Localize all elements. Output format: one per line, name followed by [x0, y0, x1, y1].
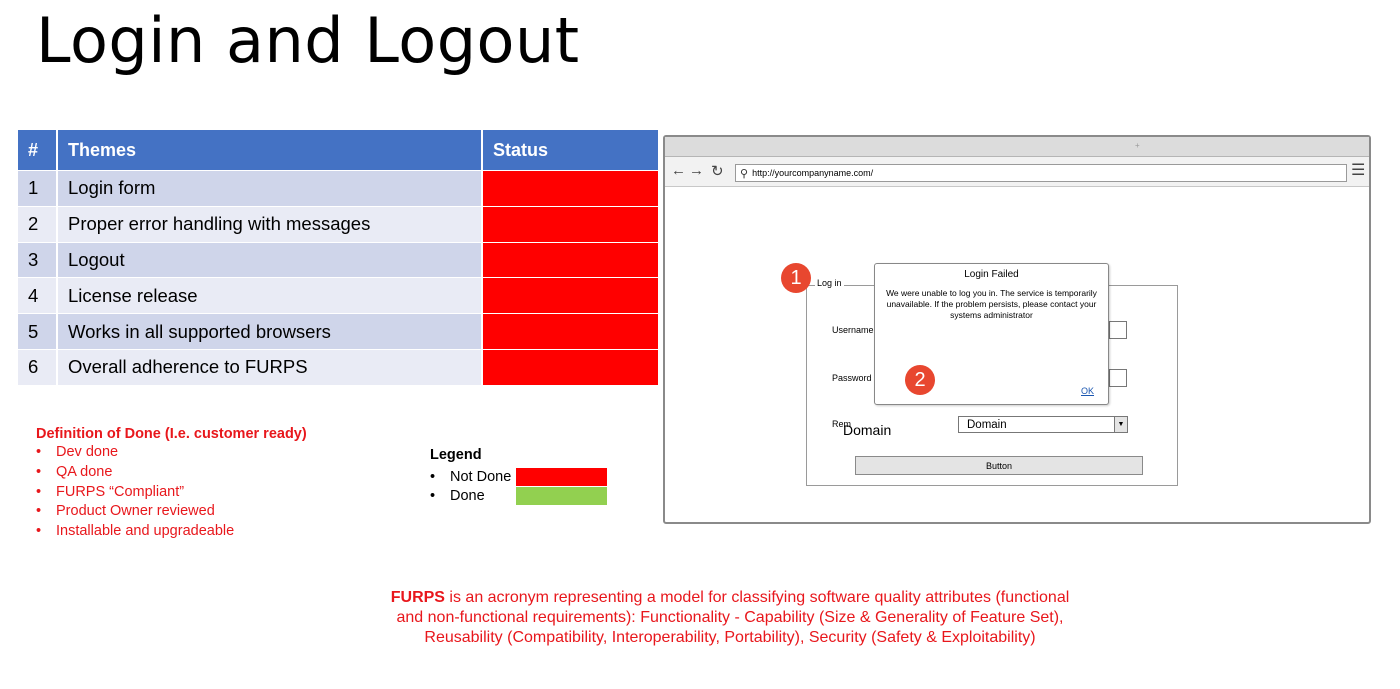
domain-select[interactable] — [958, 416, 1128, 433]
legend-label: Done — [450, 488, 485, 505]
password-field[interactable] — [1109, 369, 1127, 387]
legend-swatch-red — [516, 468, 607, 486]
address-bar[interactable] — [735, 164, 1347, 182]
row-theme: Proper error handling with messages — [58, 207, 483, 242]
definition-of-done — [36, 426, 307, 543]
themes-table — [18, 130, 658, 385]
legend-label: Not Done — [450, 468, 512, 485]
dialog-title: Login Failed — [964, 269, 1019, 280]
callout-marker-2: 2 — [905, 365, 935, 395]
table-header — [18, 130, 658, 170]
legend — [430, 447, 607, 506]
legend-swatch-green — [516, 487, 607, 505]
bullet-icon: • — [430, 468, 436, 485]
password-label: Password — [832, 373, 872, 383]
domain-label: Domain — [843, 422, 892, 438]
row-theme: Login form — [58, 171, 483, 206]
dod-title: Definition of Done (I.e. customer ready) — [36, 426, 307, 442]
status-cell-not-done — [483, 350, 658, 385]
status-cell-not-done — [483, 207, 658, 242]
reload-icon[interactable]: ↻ — [711, 163, 724, 180]
table-row — [18, 313, 658, 349]
browser-titlebar — [665, 137, 1369, 157]
dialog-message: We were unable to log you in. The service is temporarily unavailable. If the problem persists, please contact your systems administrator — [886, 288, 1097, 320]
status-cell-not-done — [483, 243, 658, 278]
row-theme: License release — [58, 278, 483, 313]
row-num: 5 — [18, 314, 58, 349]
row-theme: Logout — [58, 243, 483, 278]
list-item: • Product Owner reviewed — [36, 503, 307, 523]
table-row — [18, 170, 658, 206]
legend-item-not-done — [430, 467, 607, 487]
row-num: 1 — [18, 171, 58, 206]
remember-label: Rem — [832, 419, 852, 429]
row-num: 6 — [18, 350, 58, 385]
status-cell-not-done — [483, 171, 658, 206]
list-item: • Installable and upgradeable — [36, 523, 307, 543]
row-theme: Overall adherence to FURPS — [58, 350, 483, 385]
slide-title: Login and Logout — [36, 4, 580, 77]
url-text: http://yourcompanyname.com/ — [752, 168, 874, 178]
header-status: Status — [493, 139, 549, 160]
bullet-icon: • — [430, 488, 436, 505]
row-num: 4 — [18, 278, 58, 313]
list-item: • QA done — [36, 464, 307, 484]
list-item: • Dev done — [36, 444, 307, 464]
table-row — [18, 242, 658, 278]
table-row — [18, 349, 658, 385]
menu-icon[interactable]: ☰ — [1351, 162, 1366, 179]
furps-text: is an acronym representing a model for classifying software quality attributes (functional and non-functional requirements): Functionality - Capability (Size & Generality of Feature Set), Reusability (Compatibility, Interoperability, Portability), Security (Safety & Exploitability) — [396, 589, 1070, 646]
login-legend: Log in — [817, 278, 842, 288]
search-icon: ⚲ — [740, 167, 749, 180]
row-num: 2 — [18, 207, 58, 242]
status-cell-not-done — [483, 278, 658, 313]
status-cell-not-done — [483, 314, 658, 349]
callout-marker-1: 1 — [781, 263, 811, 293]
row-num: 3 — [18, 243, 58, 278]
row-theme: Works in all supported browsers — [58, 314, 483, 349]
divider — [849, 285, 877, 286]
browser-toolbar — [665, 157, 1369, 187]
furps-note — [380, 588, 1080, 648]
domain-value: Domain — [967, 418, 1007, 431]
header-themes: Themes — [58, 130, 483, 170]
list-item: • FURPS “Compliant” — [36, 484, 307, 504]
table-row — [18, 206, 658, 242]
ok-button[interactable]: OK — [1081, 386, 1095, 396]
legend-title: Legend — [430, 447, 482, 463]
resize-handle-icon: + — [1135, 141, 1140, 150]
chevron-down-icon: ▼ — [1114, 417, 1127, 432]
furps-term: FURPS — [390, 589, 445, 606]
table-row — [18, 277, 658, 313]
login-button[interactable]: Button — [855, 456, 1143, 475]
back-icon[interactable]: ← — [671, 162, 686, 179]
dod-list — [36, 444, 307, 543]
forward-icon[interactable]: → — [689, 162, 704, 179]
username-label: Username — [832, 325, 874, 335]
legend-item-done — [430, 487, 607, 507]
header-num: # — [18, 130, 58, 170]
username-field[interactable] — [1109, 321, 1127, 339]
